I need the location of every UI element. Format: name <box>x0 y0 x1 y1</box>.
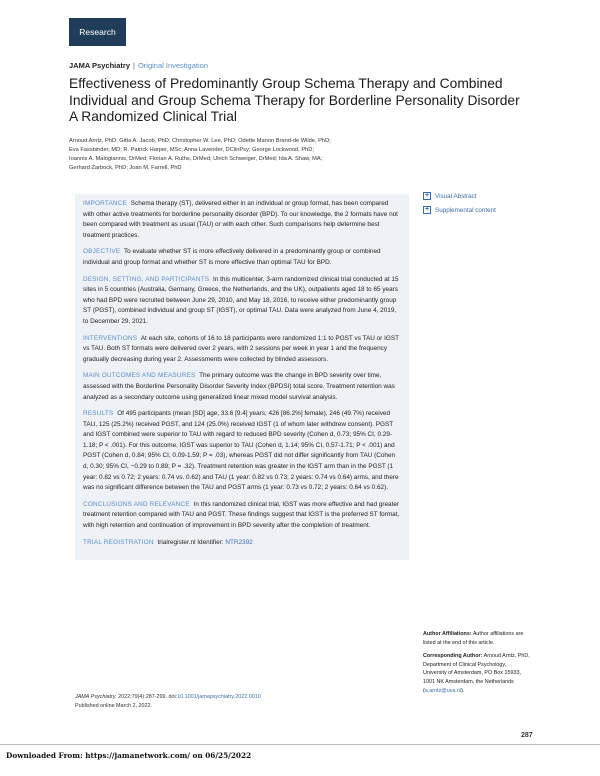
article-title <box>69 76 539 126</box>
author-line: Eva Fassbinder, MD; R. Patrick Harper, MSc; Anna Lavender, DClinPsy; George Lockwood, PhD; <box>69 147 314 153</box>
author-line: Gerhard Zarbock, PhD; Joan M. Farrell, PhD <box>69 165 182 171</box>
visual-abstract-label: Visual Abstract <box>435 192 477 200</box>
section-label: CONCLUSIONS AND RELEVANCE <box>83 500 190 508</box>
journal-line <box>69 61 208 70</box>
article-type: Original Investigation <box>137 61 208 70</box>
page-number: 287 <box>521 732 533 739</box>
plus-icon: + <box>424 192 430 199</box>
published-date: Published online March 2, 2022. <box>75 702 153 709</box>
citation-details: 2022;79(4):287-299. doi: <box>118 694 178 700</box>
footer-divider <box>0 744 600 745</box>
author-list <box>69 137 389 173</box>
article-subtitle: A Randomized Clinical Trial <box>69 109 237 124</box>
section-text: At each site, cohorts of 16 to 18 participants were randomized 1:1 to PGST vs TAU or IGST vs TAU. Both ST formats were delivered over 2 years, with 2 sessions per week in year 1 and the frequency gradually decreasing during year 2. Assessments were collected by blinded assessors. <box>83 334 399 363</box>
related-content-links <box>423 189 496 217</box>
citation-line <box>75 693 375 702</box>
corresponding-end: ). <box>461 687 465 694</box>
section-label: TRIAL REGISTRATION <box>83 538 154 546</box>
section-text: The primary outcome was the change in BPD severity over time, assessed with the Borderline Personality Disorder Severity Index (BPDSI) total score. Treatment retention was analyzed as a secondary outcome using generalized linear mixed model survival analysis. <box>83 372 395 401</box>
section-label: MAIN OUTCOMES AND MEASURES <box>83 372 196 380</box>
abstract-importance <box>83 199 401 241</box>
author-affiliations <box>423 630 531 695</box>
download-notice: Downloaded From: https://jamanetwork.com/ on 06/25/2022 <box>6 751 252 760</box>
section-text: trialregister.nl Identifier: <box>157 538 224 546</box>
author-line: Arnoud Arntz, PhD; Gitta A. Jacob, PhD; Christopher W. Lee, PhD; Odette Manon Brand-de Wilde, PhD; <box>69 138 331 144</box>
abstract-registration <box>83 538 401 549</box>
journal-name: JAMA Psychiatry <box>69 61 130 70</box>
citation-journal: JAMA Psychiatry. <box>75 694 117 700</box>
research-section-tab: Research <box>69 18 126 46</box>
abstract-objective <box>83 247 401 268</box>
trial-id-link[interactable]: NTR2392 <box>225 538 253 546</box>
affiliations-text: Author affiliations are listed at the end of this article. <box>423 631 524 646</box>
section-label: RESULTS <box>83 410 114 418</box>
section-label: INTERVENTIONS <box>83 334 138 342</box>
doi-link[interactable]: 10.1001/jamapsychiatry.2022.0010 <box>177 694 261 700</box>
article-title-main: Effectiveness of Predominantly Group Schema Therapy and Combined Individual and Group Schema Therapy for Borderline Personality Disorder <box>69 76 520 108</box>
visual-abstract-link[interactable] <box>423 189 496 203</box>
corresponding-label: Corresponding Author: <box>423 653 483 660</box>
plus-icon: + <box>424 206 430 213</box>
section-label: IMPORTANCE <box>83 200 128 207</box>
affiliations-label: Author Affiliations: <box>423 631 472 637</box>
section-text: In this randomized clinical trial, IGST was more effective and had greater treatment retention compared with TAU and PGST. These findings suggest that IGST is the preferred ST format, with high retention and continuation of improvement in BPD severity after the completion of treatment. <box>83 500 400 530</box>
abstract-box <box>75 194 409 560</box>
affiliations-note <box>423 630 531 647</box>
supplemental-content-link[interactable] <box>423 203 496 217</box>
supplemental-content-label: Supplemental content <box>435 206 496 214</box>
section-text: To evaluate whether ST is more effectively delivered in a predominantly group or combined individual and group format and whether ST is more effective than optimal TAU for BPD. <box>83 248 381 266</box>
section-text: Schema therapy (ST), delivered either in an individual or group format, has been compared with other active treatments for borderline personality disorder (BPD). To our knowledge, the 2 formats have not been compared with treatment as usual (TAU) or with each other. Such comparisons help determine best treatment practices. <box>83 200 398 239</box>
abstract-interventions <box>83 334 401 366</box>
journal-separator: | <box>133 61 135 70</box>
section-text: Of 495 participants (mean [SD] age, 33.6 [9.4] years; 426 [86.2%] female), 246 (49.7%) received TAU, 125 (25.2%) received PGST, and 124 (25.0%) received IGST (1 of whom later withdrew consent). PGST and IGST combined were superior to TAU with regard to reduced BPD severity (Cohen d, 0.73; 95% CI, 0.29-1.18; P < .001). For this outcome, IGST was superior to TAU (Cohen d, 1.14; 95% CI, 0.57-1.71; P < .001) and PGST (Cohen d, 0.84; 95% CI, 0.09-1.59; P = .03), whereas PGST did not differ significantly from TAU (Cohen d, 0.30; 95% CI, −0.29 to 0.89; P = .32). Treatment retention was greater in the IGST arm than in the PGST (1 year: 0.82 vs 0.72; 2 years: 0.74 vs. 0.62) and TAU (1 year: 0.82 vs 0.73; 2 years: 0.74 vs 0.64) arms, and there was no significant difference between the TAU and PGST arms (1 year: 0.73 vs 0.72; 2 years: 0.64 vs 0.62). <box>83 410 399 492</box>
citation-block <box>75 693 375 710</box>
section-text: In this multicenter, 3-arm randomized clinical trial conducted at 15 sites in 5 countries (Australia, Germany, Greece, the Netherlands, and the UK), outpatients aged 18 to 65 years who had BPD were recruited between June 29, 2010, and May 18, 2016, to receive either predominantly group ST (PGST), combined individual and group ST (IGST), or optimal TAU. Data were analyzed from June 4, 2019, to December 29, 2021. <box>83 275 399 325</box>
corresponding-text: Arnoud Arntz, PhD, Department of Clinical Psychology, University of Amsterdam, PO Box 15933, 1001 NK Amsterdam, the Netherlands ( <box>423 653 530 694</box>
abstract-results <box>83 409 401 494</box>
author-line: Ioannis A. Malogiannis, DrMed; Florian A. Ruths, DrMed; Ulrich Schweiger, DrMed; Ida A. Shaw, MA; <box>69 156 323 162</box>
corresponding-author <box>423 652 531 695</box>
abstract-outcomes <box>83 371 401 403</box>
email-link[interactable]: a.arntz@uva.nl <box>424 687 462 694</box>
section-label: OBJECTIVE <box>83 248 121 256</box>
section-label: DESIGN, SETTING, AND PARTICIPANTS <box>83 275 210 283</box>
abstract-design <box>83 275 401 328</box>
abstract-conclusions <box>83 500 401 532</box>
